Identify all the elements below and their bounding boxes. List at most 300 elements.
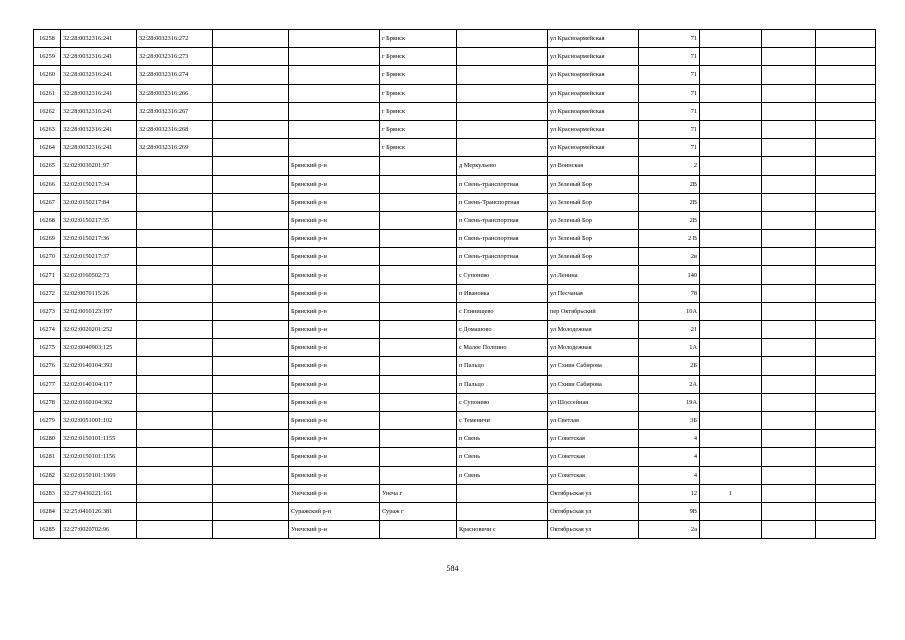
table-cell: [137, 393, 213, 411]
table-cell: Брянский р-н: [289, 157, 380, 175]
table-cell: [380, 521, 457, 539]
table-cell: 2а: [639, 521, 700, 539]
table-cell: [137, 211, 213, 229]
table-cell: ул Песчаная: [548, 284, 639, 302]
table-cell: [816, 66, 876, 84]
table-cell: 32:02:0160104:362: [61, 393, 137, 411]
table-cell: [762, 266, 816, 284]
table-cell: ул Красноармейская: [548, 48, 639, 66]
table-cell: ул Схиви Сабирова: [548, 375, 639, 393]
table-cell: 2А: [639, 375, 700, 393]
table-cell: 2 В: [639, 230, 700, 248]
table-cell: г Брянск: [380, 84, 457, 102]
table-cell: [137, 266, 213, 284]
table-cell: 2В: [639, 193, 700, 211]
table-cell: Брянский р-н: [289, 430, 380, 448]
table-cell: [289, 30, 380, 48]
table-cell: [380, 175, 457, 193]
table-cell: 1А: [639, 339, 700, 357]
table-cell: [700, 175, 762, 193]
table-cell: 78: [639, 284, 700, 302]
table-cell: 32:27:0430221:161: [61, 484, 137, 502]
table-cell: Октябрьская ул: [548, 502, 639, 520]
table-cell: 32:02:0020201:252: [61, 321, 137, 339]
table-cell: [457, 120, 548, 138]
table-cell: [762, 157, 816, 175]
table-cell: с Глинищево: [457, 302, 548, 320]
table-row: [34, 120, 876, 138]
table-row: [34, 266, 876, 284]
table-cell: ул Зеленый Бор: [548, 175, 639, 193]
table-cell: ул Молодежная: [548, 321, 639, 339]
table-cell: [137, 502, 213, 520]
table-cell: [700, 193, 762, 211]
table-cell: ул Зеленый Бор: [548, 193, 639, 211]
table-cell: Брянский р-н: [289, 175, 380, 193]
table-cell: [213, 48, 289, 66]
table-cell: Брянский р-н: [289, 466, 380, 484]
table-row: [34, 193, 876, 211]
table-row: [34, 448, 876, 466]
table-cell: 16267: [34, 193, 61, 211]
table-cell: [762, 139, 816, 157]
table-cell: 4: [639, 430, 700, 448]
table-cell: [213, 248, 289, 266]
table-cell: [137, 248, 213, 266]
table-cell: [762, 466, 816, 484]
table-cell: [700, 375, 762, 393]
table-cell: Брянский р-н: [289, 357, 380, 375]
table-cell: Суражский р-н: [289, 502, 380, 520]
table-cell: [213, 321, 289, 339]
table-cell: ул Зеленый Бор: [548, 248, 639, 266]
table-cell: ул Зеленый Бор: [548, 230, 639, 248]
table-cell: Брянский р-н: [289, 339, 380, 357]
table-cell: [762, 430, 816, 448]
table-cell: [213, 411, 289, 429]
table-cell: [816, 430, 876, 448]
table-cell: 32:02:0140104:117: [61, 375, 137, 393]
table-cell: с Домашово: [457, 321, 548, 339]
table-cell: [816, 466, 876, 484]
table-row: [34, 175, 876, 193]
table-cell: 12: [639, 484, 700, 502]
table-cell: д Меркульево: [457, 157, 548, 175]
table-cell: 2Б: [639, 357, 700, 375]
table-cell: 32:28:0032316:273: [137, 48, 213, 66]
table-cell: [137, 157, 213, 175]
table-cell: [816, 339, 876, 357]
table-cell: 3Б: [639, 411, 700, 429]
table-cell: 16280: [34, 430, 61, 448]
table-cell: [816, 30, 876, 48]
table-cell: [700, 393, 762, 411]
table-cell: 32:28:0032316:241: [61, 30, 137, 48]
table-cell: Брянский р-н: [289, 248, 380, 266]
table-cell: ул Воинская: [548, 157, 639, 175]
table-cell: п Пальцо: [457, 357, 548, 375]
table-cell: [289, 48, 380, 66]
table-cell: п Свень-транспортная: [457, 175, 548, 193]
table-cell: 32:02:0150101:1156: [61, 448, 137, 466]
table-cell: [816, 302, 876, 320]
table-cell: 16259: [34, 48, 61, 66]
table-cell: Унечский р-н: [289, 521, 380, 539]
table-cell: [762, 502, 816, 520]
table-cell: [700, 411, 762, 429]
table-cell: [213, 302, 289, 320]
table-cell: ул Красноармейская: [548, 30, 639, 48]
table-cell: 16265: [34, 157, 61, 175]
table-row: [34, 339, 876, 357]
table-cell: [213, 284, 289, 302]
table-cell: 16279: [34, 411, 61, 429]
table-cell: [700, 466, 762, 484]
table-cell: 71: [639, 66, 700, 84]
table-cell: [762, 321, 816, 339]
table-cell: ул Ленина: [548, 266, 639, 284]
table-cell: [762, 339, 816, 357]
table-cell: [700, 321, 762, 339]
table-cell: [816, 502, 876, 520]
table-row: [34, 102, 876, 120]
table-cell: [762, 230, 816, 248]
table-cell: [700, 157, 762, 175]
table-cell: Октябрьская ул: [548, 484, 639, 502]
table-row: [34, 466, 876, 484]
table-cell: 16266: [34, 175, 61, 193]
table-cell: [762, 211, 816, 229]
table-cell: [816, 120, 876, 138]
table-cell: 32:25:0410126:381: [61, 502, 137, 520]
table-cell: 2В: [639, 211, 700, 229]
table-cell: 32:28:0032316:241: [61, 139, 137, 157]
table-cell: 16269: [34, 230, 61, 248]
table-cell: 9В: [639, 502, 700, 520]
table-cell: [380, 375, 457, 393]
table-cell: [816, 48, 876, 66]
table-cell: [762, 484, 816, 502]
table-cell: [700, 284, 762, 302]
table-row: [34, 357, 876, 375]
table-cell: 2в: [639, 248, 700, 266]
table-cell: [289, 139, 380, 157]
table-row: [34, 502, 876, 520]
table-cell: 32:02:0030201:97: [61, 157, 137, 175]
table-cell: [380, 230, 457, 248]
table-cell: п Пальцо: [457, 375, 548, 393]
table-cell: [816, 175, 876, 193]
table-cell: 32:28:0032316:241: [61, 66, 137, 84]
table-row: [34, 157, 876, 175]
table-cell: 71: [639, 84, 700, 102]
table-cell: [762, 175, 816, 193]
table-cell: [213, 393, 289, 411]
table-cell: 16260: [34, 66, 61, 84]
table-cell: 16281: [34, 448, 61, 466]
table-cell: [762, 120, 816, 138]
table-cell: 16276: [34, 357, 61, 375]
table-cell: [213, 102, 289, 120]
table-cell: 32:28:0032316:241: [61, 102, 137, 120]
table-cell: п Свень-транспортная: [457, 211, 548, 229]
table-cell: п Свень: [457, 430, 548, 448]
table-cell: Брянский р-н: [289, 211, 380, 229]
table-cell: 32:02:0150217:36: [61, 230, 137, 248]
table-cell: [816, 248, 876, 266]
table-cell: [380, 248, 457, 266]
table-cell: п Свень: [457, 466, 548, 484]
table-cell: [457, 84, 548, 102]
page-number: 584: [446, 564, 459, 573]
table-cell: 32:02:0160502:73: [61, 266, 137, 284]
table-cell: Унеча г: [380, 484, 457, 502]
table-cell: 2В: [639, 175, 700, 193]
table-cell: 32:28:0032316:274: [137, 66, 213, 84]
table-cell: [213, 502, 289, 520]
table-row: [34, 284, 876, 302]
table-cell: Красновичи с: [457, 521, 548, 539]
table-cell: [137, 175, 213, 193]
table-cell: [137, 230, 213, 248]
table-cell: 16283: [34, 484, 61, 502]
table-cell: [137, 302, 213, 320]
table-cell: Брянский р-н: [289, 321, 380, 339]
table-cell: 32:28:0032316:241: [61, 48, 137, 66]
table-cell: г Брянск: [380, 102, 457, 120]
table-cell: [213, 193, 289, 211]
table-cell: [213, 211, 289, 229]
table-cell: 16278: [34, 393, 61, 411]
table-cell: [213, 484, 289, 502]
table-cell: с Супонево: [457, 266, 548, 284]
table-row: [34, 139, 876, 157]
table-cell: [457, 30, 548, 48]
table-cell: [762, 284, 816, 302]
table-cell: 16273: [34, 302, 61, 320]
table-cell: [700, 302, 762, 320]
table-cell: ул Советская: [548, 466, 639, 484]
table-cell: [700, 266, 762, 284]
table-cell: 16282: [34, 466, 61, 484]
table-cell: 32:28:0032316:241: [61, 120, 137, 138]
table-cell: [380, 321, 457, 339]
table-cell: [762, 393, 816, 411]
table-cell: [816, 321, 876, 339]
table-cell: [700, 357, 762, 375]
table-cell: 32:02:0070115:26: [61, 284, 137, 302]
table-row: [34, 211, 876, 229]
table-cell: [816, 521, 876, 539]
table-cell: [137, 339, 213, 357]
table-cell: 71: [639, 30, 700, 48]
table-cell: [213, 157, 289, 175]
table-cell: Брянский р-н: [289, 266, 380, 284]
table-cell: 71: [639, 48, 700, 66]
table-cell: 16274: [34, 321, 61, 339]
table-cell: [137, 521, 213, 539]
table-cell: г Брянск: [380, 48, 457, 66]
table-cell: [816, 102, 876, 120]
table-cell: п Свень-транспортная: [457, 248, 548, 266]
table-cell: [762, 521, 816, 539]
table-cell: [762, 448, 816, 466]
table-row: [34, 84, 876, 102]
table-cell: с Супонево: [457, 393, 548, 411]
data-table: [33, 29, 876, 539]
table-cell: [213, 357, 289, 375]
table-cell: [816, 411, 876, 429]
table-cell: Брянский р-н: [289, 230, 380, 248]
table-cell: [700, 120, 762, 138]
table-cell: [213, 175, 289, 193]
table-cell: п Свень-транспортная: [457, 230, 548, 248]
table-cell: [762, 375, 816, 393]
table-cell: Брянский р-н: [289, 302, 380, 320]
table-row: [34, 30, 876, 48]
table-cell: [213, 466, 289, 484]
table-cell: [762, 357, 816, 375]
table-cell: 16285: [34, 521, 61, 539]
table-cell: [380, 211, 457, 229]
table-cell: 32:02:0150217:37: [61, 248, 137, 266]
table-cell: ул Красноармейская: [548, 139, 639, 157]
table-cell: [700, 339, 762, 357]
table-row: [34, 411, 876, 429]
table-cell: 10А: [639, 302, 700, 320]
table-cell: [700, 502, 762, 520]
table-cell: Унечский р-н: [289, 484, 380, 502]
table-cell: [700, 430, 762, 448]
table-cell: 32:02:0150101:1155: [61, 430, 137, 448]
table-cell: 4: [639, 448, 700, 466]
table-cell: Брянский р-н: [289, 193, 380, 211]
table-row: [34, 521, 876, 539]
table-row: [34, 375, 876, 393]
table-cell: [380, 393, 457, 411]
table-cell: [213, 521, 289, 539]
table-cell: 32:02:0051001:102: [61, 411, 137, 429]
table-cell: [213, 230, 289, 248]
table-cell: ул Зеленый Бор: [548, 211, 639, 229]
table-cell: [137, 284, 213, 302]
table-cell: [700, 248, 762, 266]
table-cell: 16262: [34, 102, 61, 120]
table-cell: 16258: [34, 30, 61, 48]
table-cell: 16263: [34, 120, 61, 138]
table-cell: [137, 484, 213, 502]
table-cell: [213, 375, 289, 393]
table-cell: [816, 284, 876, 302]
table-cell: [137, 430, 213, 448]
table-cell: 32:02:0150217:35: [61, 211, 137, 229]
table-cell: [816, 157, 876, 175]
table-row: [34, 66, 876, 84]
table-cell: Брянский р-н: [289, 375, 380, 393]
table-cell: [289, 102, 380, 120]
table-cell: [762, 248, 816, 266]
table-cell: [380, 302, 457, 320]
table-cell: [700, 521, 762, 539]
table-cell: [816, 484, 876, 502]
table-cell: [289, 66, 380, 84]
table-cell: Октябрьская ул: [548, 521, 639, 539]
table-cell: 16270: [34, 248, 61, 266]
table-cell: [762, 302, 816, 320]
table-row: [34, 321, 876, 339]
table-cell: [762, 84, 816, 102]
table-cell: [762, 30, 816, 48]
table-cell: [213, 448, 289, 466]
table-cell: 32:28:0032316:272: [137, 30, 213, 48]
table-cell: [762, 411, 816, 429]
table-cell: [380, 157, 457, 175]
table-cell: [762, 66, 816, 84]
table-cell: 16271: [34, 266, 61, 284]
table-cell: [380, 430, 457, 448]
table-cell: 32:28:0032316:241: [61, 84, 137, 102]
table-cell: [816, 393, 876, 411]
table-cell: 4: [639, 466, 700, 484]
table-cell: [700, 448, 762, 466]
table-cell: [213, 339, 289, 357]
table-cell: [700, 102, 762, 120]
table-cell: [700, 84, 762, 102]
table-cell: [816, 211, 876, 229]
table-row: [34, 48, 876, 66]
table-cell: 32:28:0032316:267: [137, 102, 213, 120]
table-cell: 32:02:0140104:393: [61, 357, 137, 375]
table-cell: 16284: [34, 502, 61, 520]
table-cell: [762, 193, 816, 211]
table-cell: [137, 321, 213, 339]
table-cell: г Брянск: [380, 66, 457, 84]
table-cell: [137, 357, 213, 375]
table-cell: [816, 230, 876, 248]
table-cell: [457, 102, 548, 120]
table-cell: [213, 430, 289, 448]
table-cell: [762, 102, 816, 120]
table-cell: 32:28:0032316:266: [137, 84, 213, 102]
table-cell: 16264: [34, 139, 61, 157]
table-cell: [816, 357, 876, 375]
table-cell: Брянский р-н: [289, 448, 380, 466]
table-cell: [816, 193, 876, 211]
table-cell: [762, 48, 816, 66]
table-cell: 32:02:0010123:197: [61, 302, 137, 320]
table-cell: [213, 266, 289, 284]
table-row: [34, 302, 876, 320]
table-cell: [457, 66, 548, 84]
table-cell: [213, 139, 289, 157]
table-cell: 16277: [34, 375, 61, 393]
table-cell: 32:02:0150217:84: [61, 193, 137, 211]
table-cell: [380, 266, 457, 284]
table-cell: пер Октябрьский: [548, 302, 639, 320]
table-cell: [816, 84, 876, 102]
table-row: [34, 230, 876, 248]
table-cell: [380, 357, 457, 375]
table-row: [34, 430, 876, 448]
table-cell: [213, 84, 289, 102]
table-cell: 16272: [34, 284, 61, 302]
table-cell: 32:02:0150101:1369: [61, 466, 137, 484]
table-cell: ул Советская: [548, 448, 639, 466]
table-cell: [457, 502, 548, 520]
table-cell: г Брянск: [380, 30, 457, 48]
table-cell: г Брянск: [380, 120, 457, 138]
table-row: [34, 484, 876, 502]
